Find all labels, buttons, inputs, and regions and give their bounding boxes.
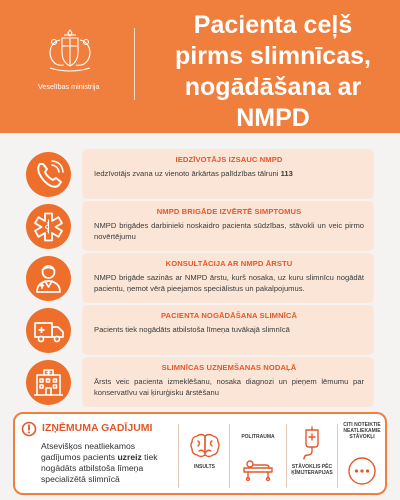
header-divider bbox=[134, 28, 135, 100]
title-line: Pacienta ceļš bbox=[193, 11, 353, 39]
step-admission bbox=[0, 357, 400, 413]
case-other bbox=[338, 418, 386, 494]
step-icon-circle bbox=[26, 152, 71, 197]
case-label: POLITRAUMA bbox=[241, 434, 275, 440]
doctor-icon bbox=[26, 256, 71, 301]
case-chemotherapy bbox=[288, 418, 336, 494]
step-title: NMPD BRIGĀDE IZVĒRTĒ SIMPTOMUS bbox=[156, 207, 302, 216]
step-text: Pacients tiek nogādāts atbilstoša līmeņa tuvākajā slimnīcā bbox=[94, 325, 290, 334]
step-text bbox=[94, 169, 364, 180]
title-line: nogādāšana ar bbox=[184, 73, 362, 101]
step-title: KONSULTĀCIJA AR NMPD ĀRSTU bbox=[165, 259, 293, 268]
step-call-nmpd bbox=[0, 149, 400, 205]
stretcher-icon bbox=[241, 448, 275, 482]
phone-icon bbox=[26, 152, 71, 197]
exceptions-text bbox=[41, 441, 169, 485]
emergency-number: 113 bbox=[280, 169, 293, 178]
ambulance-icon bbox=[26, 308, 71, 353]
step-card bbox=[82, 357, 374, 407]
iv-drip-icon bbox=[300, 426, 324, 462]
case-divider bbox=[286, 424, 287, 488]
hospital-icon bbox=[26, 360, 71, 405]
case-label: INSULTS bbox=[193, 464, 216, 470]
exceptions-text-emphasis: uzreiz bbox=[117, 452, 142, 462]
more-icon bbox=[347, 456, 377, 486]
step-card bbox=[82, 149, 374, 199]
exceptions-text-part: Atsevišķos neatliekamos gadījumos pacients bbox=[41, 441, 136, 462]
case-polytrauma bbox=[231, 418, 285, 494]
step-evaluate-symptoms bbox=[0, 201, 400, 257]
step-card bbox=[82, 305, 374, 355]
case-label: CITI NOTEIKTIE NEATLIEKAMIE STĀVOKĻI bbox=[343, 422, 381, 440]
step-icon-circle bbox=[26, 360, 71, 405]
step-title: IEDZĪVOTĀJS IZSAUC NMPD bbox=[175, 155, 283, 164]
step-title: SLIMNĪCAS UZŅEMŠANAS NODAĻĀ bbox=[161, 363, 297, 372]
exceptions-text-part: tiek nogādāts atbilstoša līmeņa specializētā slimnīcā bbox=[41, 452, 158, 484]
case-label: STĀVOKLIS PĒC ĶĪMIJTERAPIJAS bbox=[291, 464, 333, 476]
brain-icon bbox=[189, 432, 221, 460]
step-text: NMPD brigāde sazinās ar NMPD ārstu, kurš nosaka, uz kuru slimnīcu nogādāt pacientu, ņemot vērā pieejamos speciālistus un pakalpojumus. bbox=[94, 273, 364, 293]
step-text-main: Iedzīvotājs zvana uz vienoto ārkārtas palīdzības tālruni bbox=[94, 169, 281, 178]
step-text: NMPD brigādes darbinieki noskaidro pacienta sūdzības, stāvokli un veic pirmo novērtējumu bbox=[94, 221, 364, 241]
exceptions-box bbox=[13, 412, 387, 495]
warning-icon bbox=[21, 421, 37, 437]
page-title bbox=[148, 10, 398, 134]
coat-of-arms-icon bbox=[42, 28, 98, 74]
step-text: Ārsts veic pacienta izmeklēšanu, nosaka diagnozi un pieņem lēmumu par konservatīvu vai ķirurģisku ārstēšanu bbox=[94, 377, 364, 397]
star-of-life-icon bbox=[26, 204, 71, 249]
step-card bbox=[82, 253, 374, 303]
step-icon-circle bbox=[26, 256, 71, 301]
step-icon-circle bbox=[26, 308, 71, 353]
exceptions-title: IZŅĒMUMA GADĪJUMI bbox=[42, 422, 153, 434]
case-divider bbox=[178, 424, 179, 488]
header-banner bbox=[0, 0, 400, 133]
step-title: PACIENTA NOGĀDĀŠANA SLIMNĪCĀ bbox=[160, 311, 298, 320]
case-stroke bbox=[181, 418, 228, 494]
case-divider bbox=[229, 424, 230, 488]
title-line: NMPD bbox=[236, 104, 310, 132]
step-card bbox=[82, 201, 374, 251]
step-consultation bbox=[0, 253, 400, 309]
step-transport bbox=[0, 305, 400, 361]
title-line: pirms slimnīcas, bbox=[175, 42, 371, 70]
step-icon-circle bbox=[26, 204, 71, 249]
ministry-name: Veselības ministrija bbox=[38, 82, 100, 91]
